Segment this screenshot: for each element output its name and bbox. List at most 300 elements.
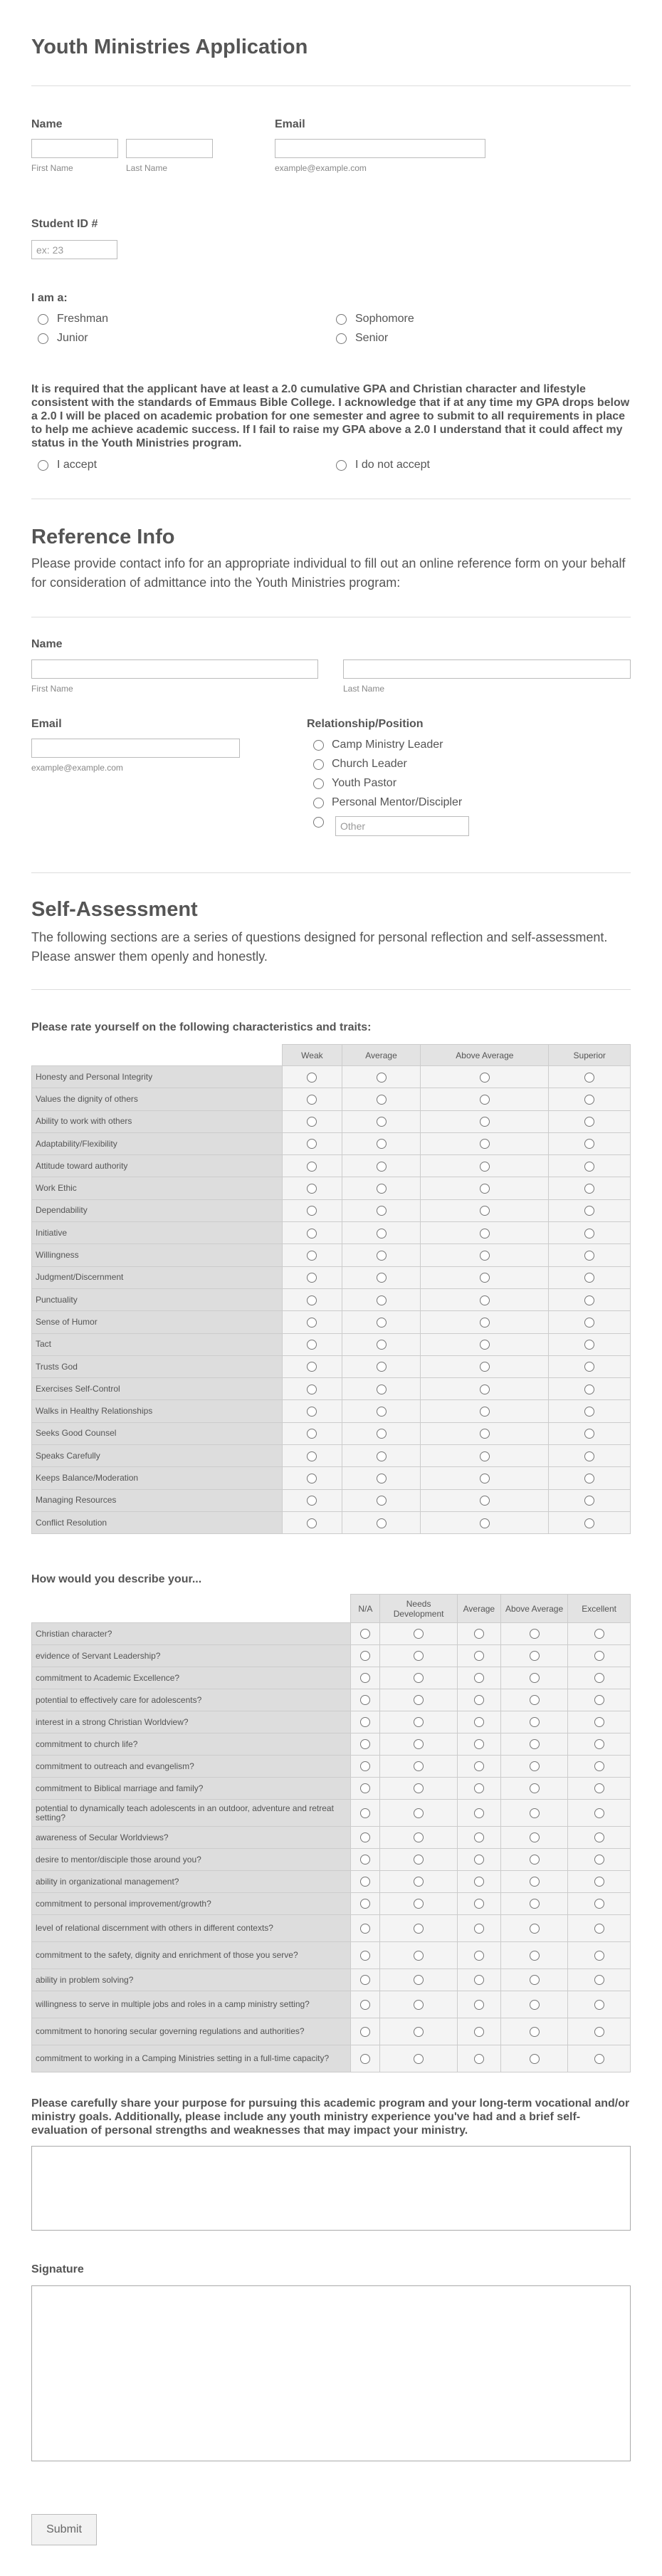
rating-radio[interactable]: [594, 1808, 604, 1818]
reference-last-name-input[interactable]: [343, 659, 631, 679]
rating-radio[interactable]: [584, 1451, 594, 1461]
reference-first-name-input[interactable]: [31, 659, 318, 679]
rating-cell: [500, 1623, 568, 1645]
rating-radio[interactable]: [360, 1761, 370, 1771]
relationship-radio-other[interactable]: [313, 817, 324, 828]
rating-radio[interactable]: [307, 1518, 317, 1528]
rating-cell: [380, 1733, 458, 1756]
relationship-radio-camp[interactable]: [313, 740, 324, 751]
rating-radio[interactable]: [584, 1407, 594, 1417]
rating-radio[interactable]: [480, 1117, 490, 1127]
rating-radio[interactable]: [474, 2027, 484, 2037]
student-id-label: Student ID #: [31, 218, 98, 230]
rating-radio[interactable]: [307, 1251, 317, 1261]
rating-radio[interactable]: [584, 1518, 594, 1528]
table-row: [32, 2045, 631, 2072]
rating-radio[interactable]: [414, 1629, 424, 1639]
rating-radio[interactable]: [480, 1429, 490, 1439]
gpa-accept-radio[interactable]: [38, 460, 48, 471]
rating-cell: [351, 1733, 380, 1756]
rating-radio[interactable]: [530, 1673, 540, 1683]
rating-radio[interactable]: [480, 1407, 490, 1417]
rating-radio[interactable]: [480, 1073, 490, 1083]
rating-cell: [500, 1756, 568, 1778]
rating-cell: [500, 1711, 568, 1733]
row-label: Adaptability/Flexibility: [32, 1132, 283, 1154]
rating-radio[interactable]: [377, 1206, 387, 1216]
rating-radio[interactable]: [530, 1877, 540, 1887]
email-input[interactable]: [275, 139, 485, 158]
rating-cell: [421, 1088, 549, 1110]
rating-cell: [457, 1623, 500, 1645]
rating-radio[interactable]: [414, 1975, 424, 1985]
rating-radio[interactable]: [377, 1496, 387, 1506]
last-name-sublabel: Last Name: [126, 163, 168, 173]
relationship-radio-mentor[interactable]: [313, 798, 324, 808]
rating-radio[interactable]: [307, 1117, 317, 1127]
rating-radio[interactable]: [594, 1783, 604, 1793]
rating-radio[interactable]: [584, 1474, 594, 1483]
rating-radio[interactable]: [474, 1629, 484, 1639]
rating-radio[interactable]: [414, 1673, 424, 1683]
row-label: commitment to the safety, dignity and enrichment of those you serve?: [32, 1942, 351, 1969]
rating-radio[interactable]: [360, 1899, 370, 1909]
gpa-decline-radio[interactable]: [336, 460, 347, 471]
rating-radio[interactable]: [360, 1951, 370, 1961]
rating-radio[interactable]: [480, 1184, 490, 1194]
rating-cell: [549, 1445, 631, 1467]
rating-radio[interactable]: [377, 1295, 387, 1305]
table-row: [32, 1915, 631, 1942]
rating-radio[interactable]: [584, 1095, 594, 1105]
year-label: I am a:: [31, 292, 68, 304]
rating-radio[interactable]: [360, 2027, 370, 2037]
rating-radio[interactable]: [474, 1924, 484, 1934]
rating-radio[interactable]: [530, 2054, 540, 2064]
rating-radio[interactable]: [480, 1318, 490, 1328]
rating-radio[interactable]: [360, 1877, 370, 1887]
rating-cell: [421, 1422, 549, 1444]
rating-radio[interactable]: [414, 1855, 424, 1865]
rating-cell: [421, 1244, 549, 1266]
table-row: [32, 1871, 631, 1893]
rating-cell: [380, 1667, 458, 1689]
rating-radio[interactable]: [377, 1385, 387, 1394]
rating-radio[interactable]: [480, 1206, 490, 1216]
rating-radio[interactable]: [474, 1651, 484, 1661]
rating-radio[interactable]: [584, 1184, 594, 1194]
rating-cell: [380, 1645, 458, 1667]
rating-radio[interactable]: [360, 1783, 370, 1793]
rating-radio[interactable]: [474, 1761, 484, 1771]
traits-matrix: [31, 1044, 631, 1534]
rating-radio[interactable]: [584, 1295, 594, 1305]
rating-radio[interactable]: [377, 1095, 387, 1105]
rating-radio[interactable]: [474, 1899, 484, 1909]
rating-radio[interactable]: [307, 1451, 317, 1461]
rating-cell: [500, 1969, 568, 1991]
year-radio-sophomore[interactable]: [336, 314, 347, 325]
last-name-input[interactable]: [126, 139, 213, 158]
rating-radio[interactable]: [414, 2027, 424, 2037]
rating-radio[interactable]: [414, 1761, 424, 1771]
rating-cell: [568, 1893, 631, 1915]
rating-radio[interactable]: [474, 2000, 484, 2010]
rating-radio[interactable]: [377, 1117, 387, 1127]
relationship-radio-church[interactable]: [313, 759, 324, 770]
rating-cell: [342, 1511, 421, 1533]
rating-radio[interactable]: [414, 1739, 424, 1749]
rating-radio[interactable]: [530, 1832, 540, 1842]
relationship-option-label: Camp Ministry Leader: [332, 739, 443, 751]
submit-button[interactable]: Submit: [31, 2514, 97, 2545]
rating-radio[interactable]: [480, 1273, 490, 1283]
rating-radio[interactable]: [360, 1975, 370, 1985]
year-radio-senior[interactable]: [336, 333, 347, 344]
rating-cell: [549, 1244, 631, 1266]
rating-radio[interactable]: [530, 1739, 540, 1749]
rating-radio[interactable]: [377, 1518, 387, 1528]
rating-radio[interactable]: [594, 1629, 604, 1639]
year-option-label: Sophomore: [355, 313, 414, 325]
rating-radio[interactable]: [584, 1229, 594, 1239]
rating-radio[interactable]: [307, 1362, 317, 1372]
signature-pad[interactable]: [31, 2285, 631, 2461]
rating-cell: [457, 1667, 500, 1689]
rating-radio[interactable]: [584, 1273, 594, 1283]
rating-cell: [421, 1222, 549, 1244]
rating-radio[interactable]: [530, 1783, 540, 1793]
rating-radio[interactable]: [474, 1673, 484, 1683]
rating-cell: [342, 1155, 421, 1177]
email-sublabel: example@example.com: [275, 163, 367, 173]
rating-radio[interactable]: [480, 1229, 490, 1239]
table-row: [32, 1400, 631, 1422]
relationship-radio-youth-pastor[interactable]: [313, 778, 324, 789]
rating-radio[interactable]: [530, 1951, 540, 1961]
rating-cell: [351, 1756, 380, 1778]
row-label: Keeps Balance/Moderation: [32, 1467, 283, 1489]
rating-cell: [283, 1177, 342, 1199]
divider: [31, 989, 631, 990]
rating-radio[interactable]: [474, 1855, 484, 1865]
rating-cell: [380, 1871, 458, 1893]
rating-radio[interactable]: [307, 1474, 317, 1483]
rating-radio[interactable]: [414, 2054, 424, 2064]
rating-radio[interactable]: [414, 1808, 424, 1818]
column-header: Superior: [549, 1045, 631, 1066]
rating-radio[interactable]: [307, 1095, 317, 1105]
rating-radio[interactable]: [594, 2000, 604, 2010]
table-row: [32, 1689, 631, 1711]
rating-cell: [283, 1311, 342, 1333]
rating-radio[interactable]: [584, 1429, 594, 1439]
rating-cell: [457, 1778, 500, 1800]
signature-label: Signature: [31, 2263, 84, 2275]
rating-radio[interactable]: [594, 1975, 604, 1985]
rating-radio[interactable]: [480, 1295, 490, 1305]
rating-radio[interactable]: [584, 1362, 594, 1372]
rating-radio[interactable]: [377, 1273, 387, 1283]
row-label: Conflict Resolution: [32, 1511, 283, 1533]
rating-radio[interactable]: [377, 1429, 387, 1439]
table-row: [32, 1311, 631, 1333]
table-row: [32, 1467, 631, 1489]
rating-radio[interactable]: [474, 1783, 484, 1793]
rating-radio[interactable]: [584, 1318, 594, 1328]
rating-cell: [351, 1800, 380, 1827]
rating-radio[interactable]: [480, 1385, 490, 1394]
rating-radio[interactable]: [584, 1073, 594, 1083]
rating-radio[interactable]: [307, 1295, 317, 1305]
rating-cell: [457, 1915, 500, 1942]
rating-radio[interactable]: [307, 1496, 317, 1506]
rating-cell: [283, 1088, 342, 1110]
rating-radio[interactable]: [377, 1451, 387, 1461]
rating-radio[interactable]: [530, 1924, 540, 1934]
rating-cell: [351, 1711, 380, 1733]
rating-cell: [421, 1288, 549, 1310]
rating-radio[interactable]: [594, 1739, 604, 1749]
rating-radio[interactable]: [474, 1739, 484, 1749]
rating-radio[interactable]: [414, 1695, 424, 1705]
rating-radio[interactable]: [594, 1673, 604, 1683]
rating-radio[interactable]: [377, 1073, 387, 1083]
rating-radio[interactable]: [594, 2027, 604, 2037]
rating-cell: [351, 1942, 380, 1969]
rating-radio[interactable]: [414, 1951, 424, 1961]
rating-radio[interactable]: [360, 1808, 370, 1818]
gpa-statement: It is required that the applicant have at least a 2.0 cumulative GPA and Christian character and lifestyle consistent with the standards of Emmaus Bible College. I acknowledge that if at any time my GPA drops below a 2.0 I will be placed on academic probation for one semester and agree to submit to all requirements in place to help me achieve academic success. If I fail to raise my GPA above a 2.0 I understand that it could affect my status in the Youth Ministries program.: [31, 383, 630, 449]
rating-radio[interactable]: [594, 1832, 604, 1842]
rating-radio[interactable]: [480, 1474, 490, 1483]
rating-radio[interactable]: [594, 1651, 604, 1661]
rating-radio[interactable]: [377, 1362, 387, 1372]
gpa-option-label: I accept: [57, 459, 98, 471]
rating-radio[interactable]: [530, 1695, 540, 1705]
rating-cell: [380, 1942, 458, 1969]
column-header: Above Average: [421, 1045, 549, 1066]
column-header: Needs Development: [380, 1595, 458, 1623]
rating-radio[interactable]: [480, 1518, 490, 1528]
rating-radio[interactable]: [360, 1673, 370, 1683]
rating-radio[interactable]: [480, 1139, 490, 1149]
rating-cell: [283, 1489, 342, 1511]
table-row: [32, 1355, 631, 1377]
row-label: commitment to personal improvement/growth?: [32, 1893, 351, 1915]
rating-radio[interactable]: [530, 1629, 540, 1639]
rating-radio[interactable]: [307, 1206, 317, 1216]
rating-radio[interactable]: [530, 1855, 540, 1865]
rating-radio[interactable]: [307, 1429, 317, 1439]
rating-radio[interactable]: [480, 1496, 490, 1506]
rating-radio[interactable]: [360, 1717, 370, 1727]
rating-radio[interactable]: [594, 1877, 604, 1887]
rating-radio[interactable]: [530, 1808, 540, 1818]
rating-cell: [568, 1711, 631, 1733]
rating-radio[interactable]: [360, 1695, 370, 1705]
rating-radio[interactable]: [584, 1340, 594, 1350]
rating-cell: [283, 1400, 342, 1422]
name-label: Name: [31, 118, 63, 130]
rating-radio[interactable]: [414, 1783, 424, 1793]
table-row: [32, 1969, 631, 1991]
rating-cell: [342, 1422, 421, 1444]
rating-radio[interactable]: [360, 2000, 370, 2010]
rating-radio[interactable]: [307, 1184, 317, 1194]
rating-radio[interactable]: [480, 1451, 490, 1461]
relationship-other-input[interactable]: Other: [335, 816, 469, 836]
rating-cell: [342, 1244, 421, 1266]
first-name-input[interactable]: [31, 139, 118, 158]
rating-cell: [421, 1355, 549, 1377]
rating-radio[interactable]: [307, 1385, 317, 1394]
rating-radio[interactable]: [360, 2054, 370, 2064]
rating-radio[interactable]: [307, 1318, 317, 1328]
rating-radio[interactable]: [594, 1855, 604, 1865]
rating-radio[interactable]: [474, 1808, 484, 1818]
rating-radio[interactable]: [307, 1273, 317, 1283]
rating-radio[interactable]: [377, 1340, 387, 1350]
rating-cell: [500, 1942, 568, 1969]
rating-radio[interactable]: [414, 1832, 424, 1842]
column-header: Above Average: [500, 1595, 568, 1623]
rating-radio[interactable]: [530, 2027, 540, 2037]
rating-radio[interactable]: [530, 1975, 540, 1985]
rating-radio[interactable]: [594, 1899, 604, 1909]
rating-radio[interactable]: [530, 1761, 540, 1771]
rating-radio[interactable]: [414, 2000, 424, 2010]
reference-email-input[interactable]: [31, 739, 240, 758]
reference-heading: Reference Info: [31, 526, 175, 548]
table-row: [32, 1445, 631, 1467]
rating-radio[interactable]: [377, 1162, 387, 1172]
rating-radio[interactable]: [474, 2054, 484, 2064]
rating-radio[interactable]: [530, 1651, 540, 1661]
rating-radio[interactable]: [474, 1951, 484, 1961]
row-label: commitment to working in a Camping Ministries setting in a full-time capacity?: [32, 2045, 351, 2072]
rating-radio[interactable]: [360, 1855, 370, 1865]
year-radio-junior[interactable]: [38, 333, 48, 344]
rating-cell: [457, 1969, 500, 1991]
rating-cell: [380, 1893, 458, 1915]
rating-cell: [342, 1400, 421, 1422]
rating-radio[interactable]: [414, 1651, 424, 1661]
rating-radio[interactable]: [377, 1184, 387, 1194]
rating-radio[interactable]: [377, 1229, 387, 1239]
first-name-sublabel: First Name: [31, 163, 73, 173]
rating-radio[interactable]: [414, 1717, 424, 1727]
rating-cell: [500, 1827, 568, 1849]
rating-cell: [568, 1733, 631, 1756]
rating-radio[interactable]: [360, 1832, 370, 1842]
rating-radio[interactable]: [377, 1407, 387, 1417]
email-label: Email: [275, 118, 305, 130]
rating-radio[interactable]: [480, 1095, 490, 1105]
rating-cell: [500, 1871, 568, 1893]
rating-radio[interactable]: [584, 1162, 594, 1172]
row-label: Dependability: [32, 1199, 283, 1221]
rating-cell: [342, 1199, 421, 1221]
rating-radio[interactable]: [474, 1695, 484, 1705]
row-label: Christian character?: [32, 1623, 351, 1645]
rating-radio[interactable]: [584, 1251, 594, 1261]
rating-radio[interactable]: [360, 1739, 370, 1749]
table-row: [32, 1088, 631, 1110]
rating-radio[interactable]: [360, 1651, 370, 1661]
rating-radio[interactable]: [307, 1162, 317, 1172]
rating-cell: [342, 1266, 421, 1288]
rating-radio[interactable]: [414, 1877, 424, 1887]
rating-cell: [380, 1915, 458, 1942]
rating-cell: [283, 1155, 342, 1177]
rating-radio[interactable]: [594, 1717, 604, 1727]
year-option-label: Freshman: [57, 313, 109, 325]
rating-radio[interactable]: [474, 1832, 484, 1842]
purpose-textarea[interactable]: [31, 2146, 631, 2231]
rating-cell: [283, 1467, 342, 1489]
rating-cell: [283, 1110, 342, 1132]
table-row: [32, 1511, 631, 1533]
rating-radio[interactable]: [594, 1924, 604, 1934]
rating-radio[interactable]: [377, 1251, 387, 1261]
rating-radio[interactable]: [377, 1139, 387, 1149]
rating-radio[interactable]: [480, 1340, 490, 1350]
rating-radio[interactable]: [480, 1251, 490, 1261]
rating-radio[interactable]: [594, 1695, 604, 1705]
rating-radio[interactable]: [307, 1229, 317, 1239]
rating-radio[interactable]: [594, 2054, 604, 2064]
rating-radio[interactable]: [480, 1362, 490, 1372]
rating-radio[interactable]: [360, 1629, 370, 1639]
row-label: potential to dynamically teach adolescents in an outdoor, adventure and retreat setting?: [32, 1800, 351, 1827]
rating-radio[interactable]: [594, 1951, 604, 1961]
rating-radio[interactable]: [377, 1318, 387, 1328]
rating-radio[interactable]: [414, 1924, 424, 1934]
rating-radio[interactable]: [584, 1117, 594, 1127]
row-label: Punctuality: [32, 1288, 283, 1310]
rating-radio[interactable]: [307, 1139, 317, 1149]
student-id-input[interactable]: ex: 23: [31, 240, 117, 259]
relationship-option-label: Church Leader: [332, 758, 407, 770]
rating-radio[interactable]: [307, 1073, 317, 1083]
rating-radio[interactable]: [307, 1407, 317, 1417]
rating-radio[interactable]: [474, 1975, 484, 1985]
rating-radio[interactable]: [360, 1924, 370, 1934]
purpose-prompt: Please carefully share your purpose for pursuing this academic program and your long-term vocational and/or ministry goals. Additionally, please include any youth ministry experience you've had and a brief self-evaluation of personal strengths and weaknesses that may impact your ministry.: [31, 2097, 630, 2137]
rating-radio[interactable]: [584, 1385, 594, 1394]
rating-radio[interactable]: [530, 1717, 540, 1727]
rating-radio[interactable]: [474, 1717, 484, 1727]
rating-cell: [421, 1266, 549, 1288]
rating-radio[interactable]: [414, 1899, 424, 1909]
rating-radio[interactable]: [584, 1496, 594, 1506]
rating-radio[interactable]: [584, 1206, 594, 1216]
rating-radio[interactable]: [480, 1162, 490, 1172]
rating-cell: [568, 1778, 631, 1800]
rating-radio[interactable]: [584, 1139, 594, 1149]
rating-radio[interactable]: [474, 1877, 484, 1887]
year-radio-freshman[interactable]: [38, 314, 48, 325]
row-label: Seeks Good Counsel: [32, 1422, 283, 1444]
rating-cell: [500, 1849, 568, 1871]
rating-radio[interactable]: [307, 1340, 317, 1350]
rating-radio[interactable]: [594, 1761, 604, 1771]
rating-radio[interactable]: [530, 2000, 540, 2010]
row-label: commitment to Academic Excellence?: [32, 1667, 351, 1689]
rating-radio[interactable]: [377, 1474, 387, 1483]
rating-radio[interactable]: [530, 1899, 540, 1909]
